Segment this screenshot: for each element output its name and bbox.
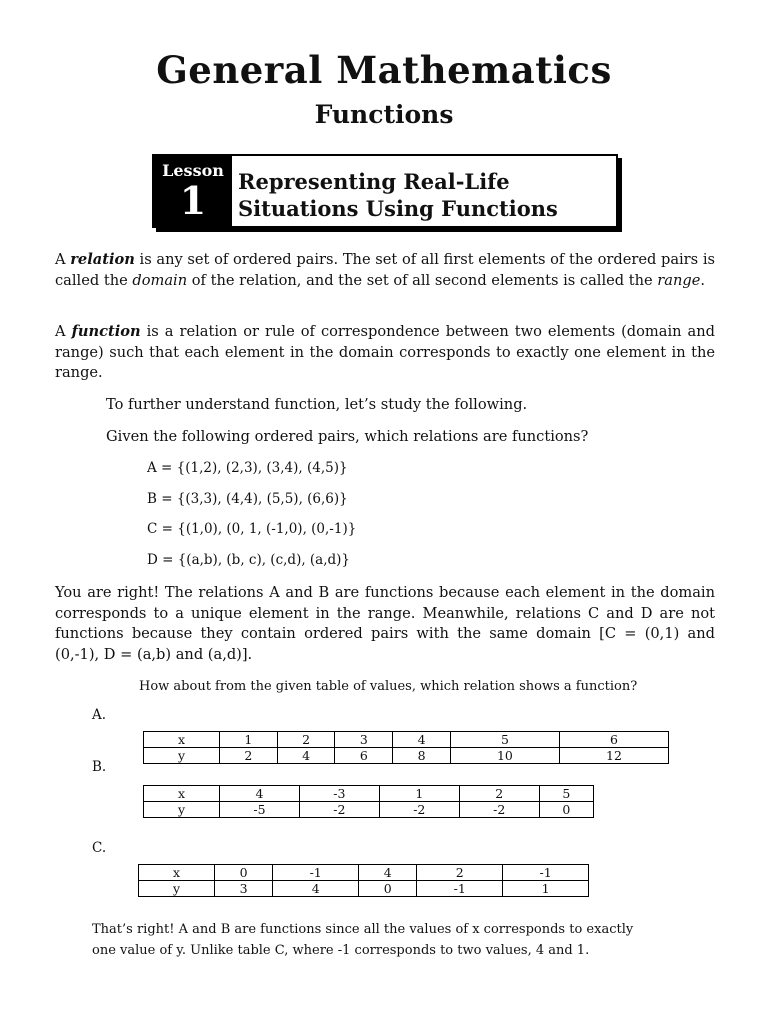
table-cell: x	[139, 865, 215, 881]
table-cell: y	[144, 802, 220, 818]
table-cell: 1	[379, 786, 459, 802]
table-cell: 6	[559, 732, 668, 748]
table-cell: y	[144, 748, 220, 764]
question-text: Given the following ordered pairs, which relations are functions?	[106, 428, 589, 445]
table-cell: 3	[335, 732, 393, 748]
set-d: D = {(a,b), (b, c), (c,d), (a,d)}	[147, 552, 351, 568]
table-row	[144, 748, 669, 764]
relation-definition: A relation is any set of ordered pairs. The set of all first elements of the ordered pairs is called the domain of the relation, and the set of all second elements is called the range.	[55, 251, 715, 289]
table-cell: -2	[459, 802, 539, 818]
table-cell: 4	[393, 732, 451, 748]
page-subtitle: Functions	[314, 100, 454, 129]
table-cell: -1	[273, 865, 359, 881]
table-cell: 4	[277, 748, 335, 764]
table-cell: 1	[220, 732, 278, 748]
table-row	[144, 786, 594, 802]
range-term: range	[657, 271, 701, 289]
table-cell: 3	[215, 881, 273, 897]
table-row	[144, 802, 594, 818]
lesson-title	[238, 168, 558, 222]
further-text: To further understand function, let’s study the following.	[106, 396, 528, 413]
lesson-word: Lesson	[162, 161, 224, 180]
lesson-banner	[152, 154, 618, 228]
table-a-label: A.	[92, 707, 107, 723]
table-question: How about from the given table of values, which relation shows a function?	[139, 679, 638, 694]
answer-paragraph: You are right! The relations A and B are functions because each element in the domain corresponds to a unique element in the range. Meanwhile, relations C and D are not functions because they contain ordered pairs with the same domain [C = (0,1) and (0,-1), D = (a,b) and (a,d)].	[55, 584, 715, 663]
table-cell: -1	[503, 865, 589, 881]
set-a: A = {(1,2), (2,3), (3,4), (4,5)}	[147, 460, 348, 476]
table-cell: -2	[299, 802, 379, 818]
lesson-tag	[154, 156, 232, 226]
table-cell: 1	[503, 881, 589, 897]
table-cell: 4	[273, 881, 359, 897]
set-b: B = {(3,3), (4,4), (5,5), (6,6)}	[147, 491, 348, 507]
table-cell: 10	[450, 748, 559, 764]
lesson-title-line-1: Representing Real-Life	[238, 169, 510, 194]
function-term: function	[71, 323, 141, 340]
table-b-label: B.	[92, 759, 107, 775]
table-a	[143, 731, 669, 764]
table-cell: 2	[220, 748, 278, 764]
table-cell: 0	[539, 802, 593, 818]
table-cell: 4	[220, 786, 300, 802]
table-cell: 0	[215, 865, 273, 881]
table-b	[143, 785, 594, 818]
table-cell: x	[144, 786, 220, 802]
table-cell: 5	[539, 786, 593, 802]
table-cell: 2	[459, 786, 539, 802]
table-cell: -1	[417, 881, 503, 897]
table-c	[138, 864, 589, 897]
set-c: C = {(1,0), (0, 1, (-1,0), (0,-1)}	[147, 521, 357, 537]
table-cell: 2	[417, 865, 503, 881]
conclusion-text: That’s right! A and B are functions since all the values of x corresponds to exactly one value of y. Unlike table C, where -1 corresponds to two values, 4 and 1.	[92, 922, 634, 958]
lesson-number: 1	[179, 178, 207, 223]
table-cell: -3	[299, 786, 379, 802]
table-c-label: C.	[92, 840, 107, 856]
relation-term: relation	[70, 251, 135, 268]
function-definition: A function is a relation or rule of correspondence between two elements (domain and range) such that each element in the domain corresponds to exactly one element in the range.	[55, 323, 715, 381]
table-cell: 0	[359, 881, 417, 897]
table-cell: 8	[393, 748, 451, 764]
table-cell: -2	[379, 802, 459, 818]
table-row	[144, 732, 669, 748]
domain-term: domain	[132, 271, 188, 289]
table-cell: 2	[277, 732, 335, 748]
table-cell: 4	[359, 865, 417, 881]
table-cell: 6	[335, 748, 393, 764]
table-cell: 12	[559, 748, 668, 764]
table-row	[139, 865, 589, 881]
lesson-title-line-2: Situations Using Functions	[238, 196, 558, 221]
table-row	[139, 881, 589, 897]
table-cell: -5	[220, 802, 300, 818]
table-cell: y	[139, 881, 215, 897]
table-cell: x	[144, 732, 220, 748]
page-title: General Mathematics	[156, 48, 612, 92]
table-cell: 5	[450, 732, 559, 748]
